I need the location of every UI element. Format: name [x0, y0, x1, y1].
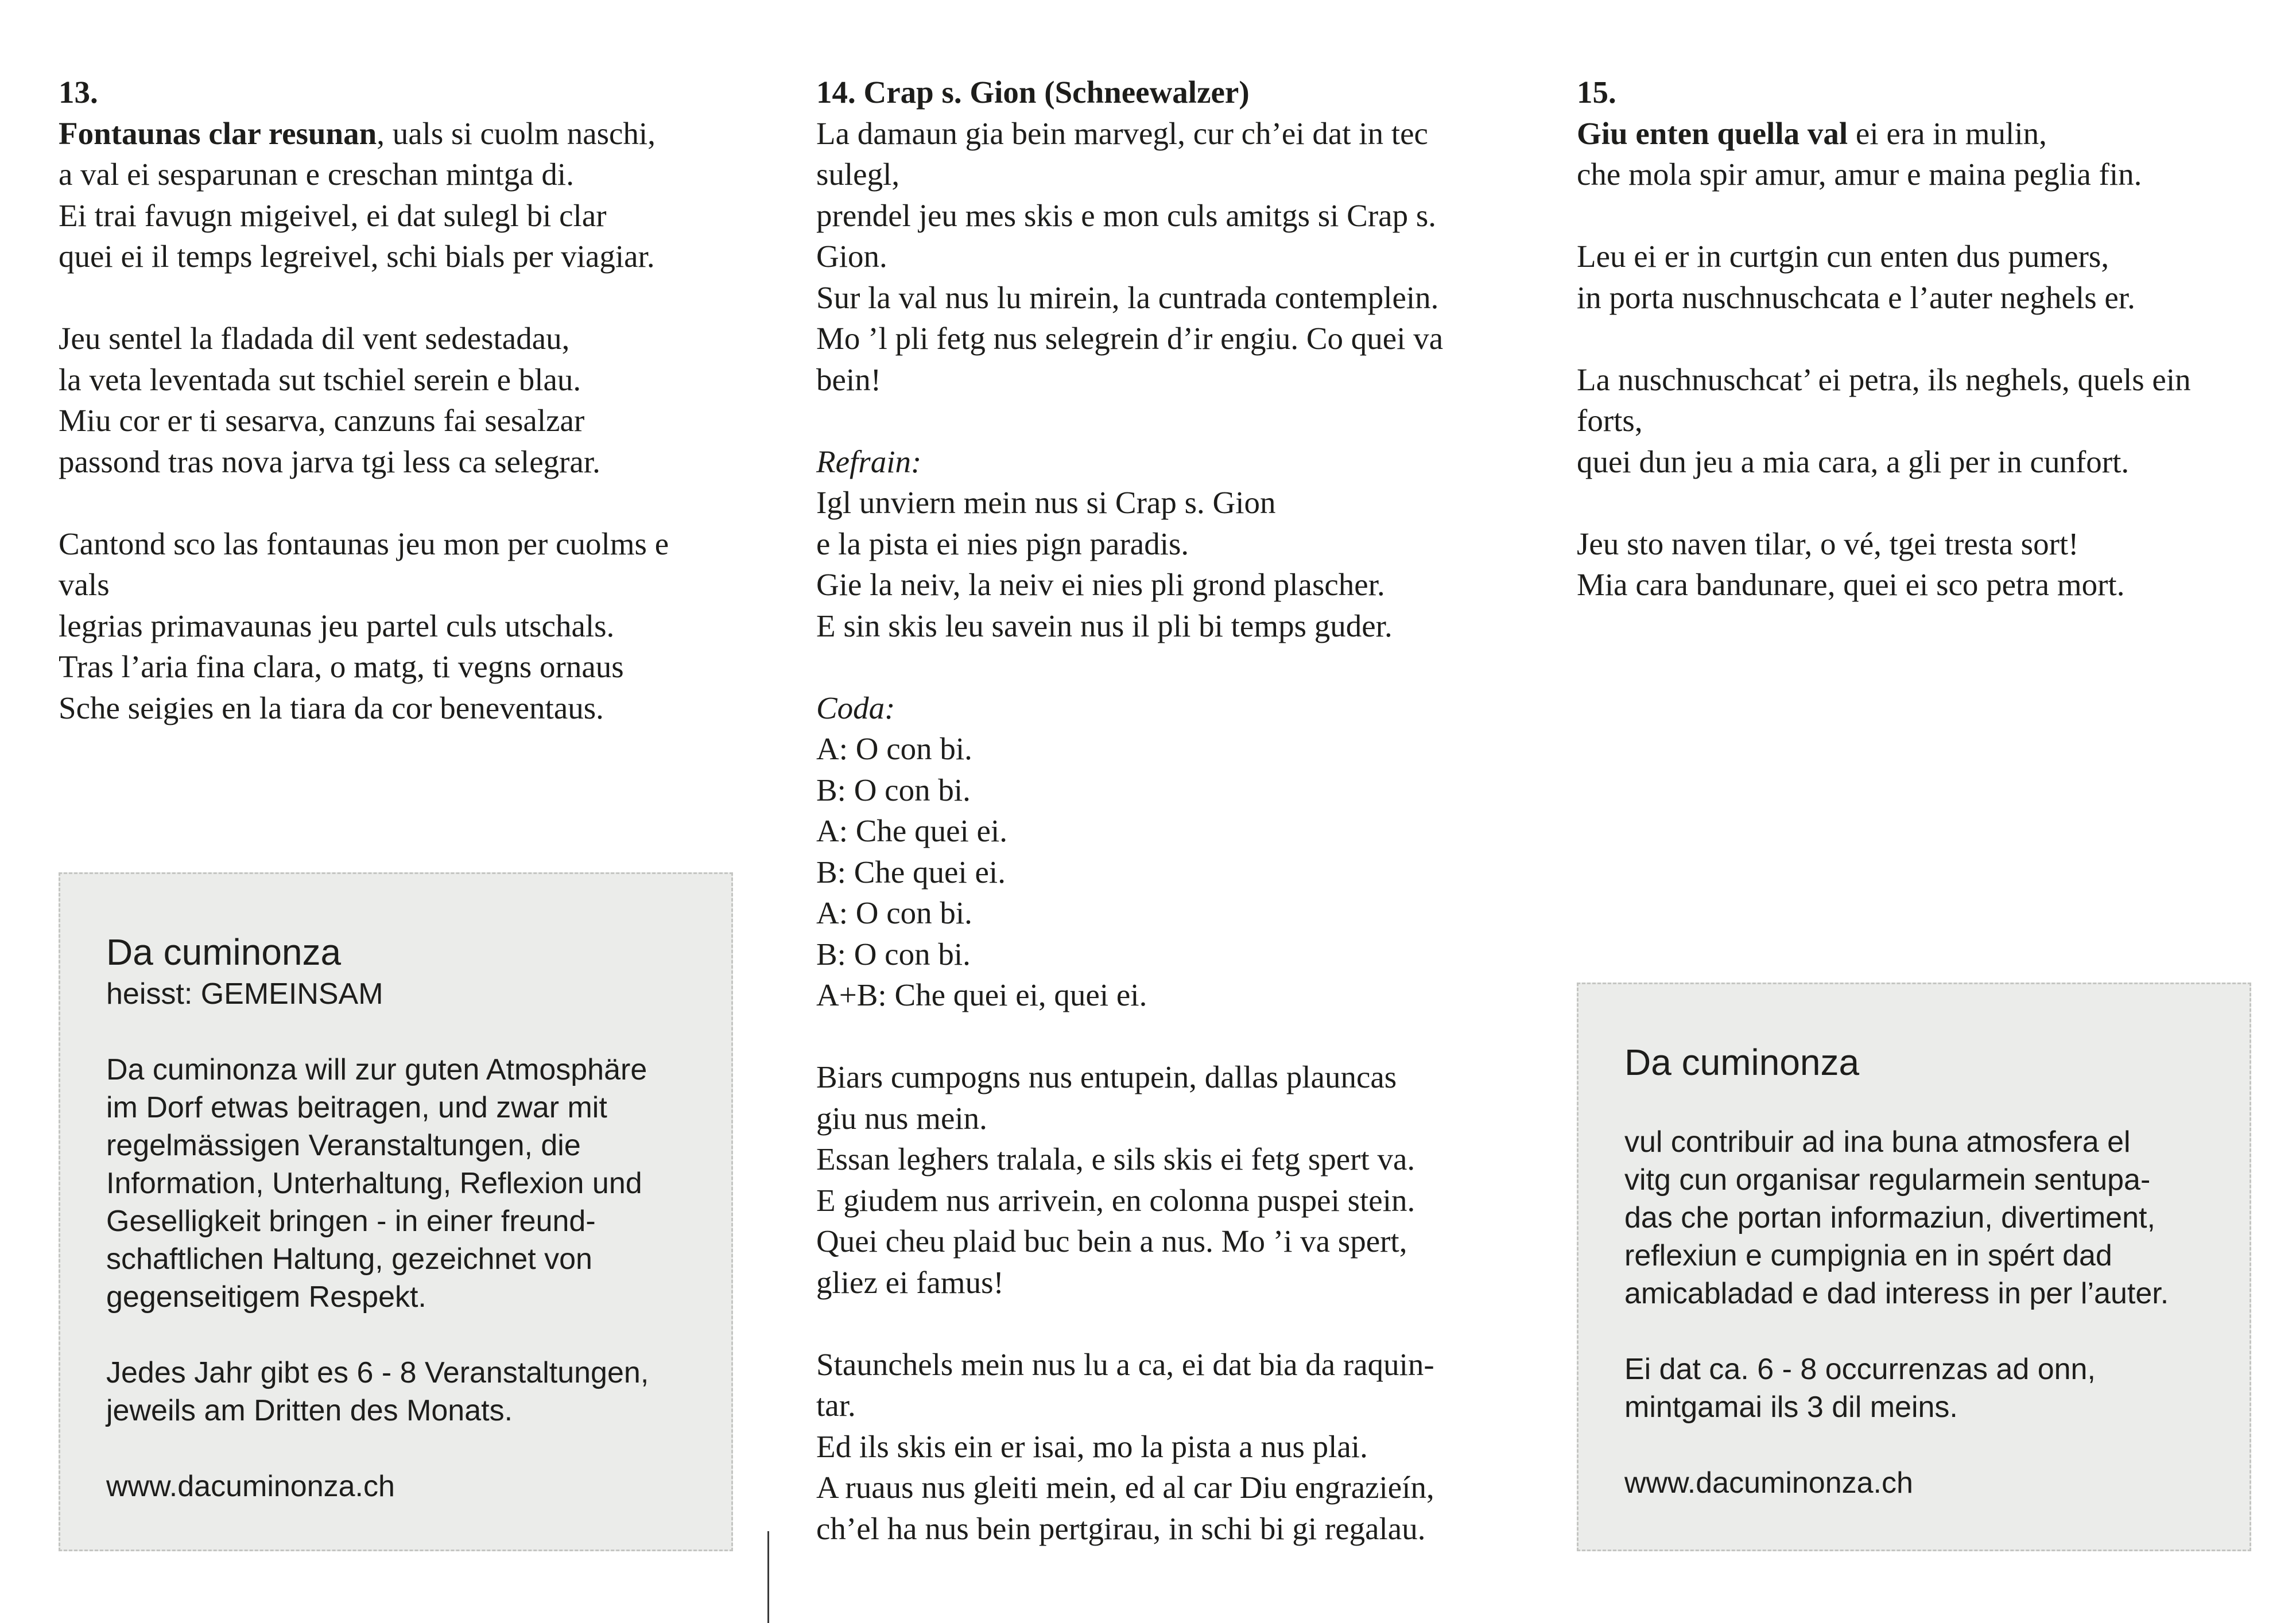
text-line: Jeu sto naven tilar, o vé, tgei tresta sort! — [1577, 526, 2079, 561]
text-line: mintgamai ils 3 dil meins. — [1624, 1391, 1958, 1424]
text-line: quei ei il temps legreivel, schi bials per viagiar. — [59, 239, 655, 274]
text-line: che mola spir amur, amur e maina peglia fin. — [1577, 157, 2142, 192]
text-line: B: Che quei ei. — [816, 854, 1006, 890]
box-paragraph — [106, 1354, 731, 1430]
song-title: Giu enten quella val — [1577, 115, 1848, 151]
verse — [816, 1057, 1517, 1303]
text-line: Gion. — [816, 239, 887, 274]
coda-label: Coda: — [816, 690, 895, 725]
text-line: Essan leghers tralala, e sils skis ei fetg spert va. — [816, 1141, 1415, 1177]
text-line: Cantond sco las fontaunas jeu mon per cuolms e — [59, 526, 669, 561]
text-line: Gie la neiv, la neiv ei nies pli grond plascher. — [816, 567, 1385, 602]
box-paragraph — [106, 1051, 731, 1316]
text-line: Igl unviern mein nus si Crap s. Gion — [816, 485, 1276, 520]
text-line: regelmässigen Veranstaltungen, die — [106, 1129, 581, 1162]
song-title-rest: ei era in mulin, — [1848, 115, 2047, 151]
text-line: Quei cheu plaid buc bein a nus. Mo ’i va spert, — [816, 1224, 1407, 1259]
box-title: Da cuminonza — [1624, 1042, 1860, 1083]
text-line: Miu cor er ti sesarva, canzuns fai sesalzar — [59, 403, 585, 438]
text-line: vitg cun organisar regularmein sentupa- — [1624, 1163, 2151, 1197]
text-line: ch’el ha nus bein pertgirau, in schi bi gi regalau. — [816, 1511, 1426, 1546]
text-line: a val ei sesparunan e creschan mintga di. — [59, 157, 574, 192]
song-15 — [1577, 72, 2277, 605]
text-line: La nuschnuschcat’ ei petra, ils neghels, quels ein — [1577, 362, 2191, 397]
box-paragraph — [1624, 1350, 2250, 1426]
stanza-gap — [1577, 482, 2277, 523]
text-line: A ruaus nus gleiti mein, ed al car Diu engrazieín, — [816, 1470, 1434, 1505]
text-line: das che portan informaziun, divertiment, — [1624, 1201, 2155, 1234]
coda — [816, 728, 1517, 1016]
text-line: gegenseitigem Respekt. — [106, 1280, 426, 1314]
box-subtitle: heisst: GEMEINSAM — [106, 977, 383, 1011]
text-line: prendel jeu mes skis e mon culs amitgs si Crap s. — [816, 197, 1436, 233]
text-line: A+B: Che quei ei, quei ei. — [816, 977, 1147, 1012]
song-title: 14. Crap s. Gion (Schneewalzer) — [816, 75, 1250, 110]
text-line: Ei dat ca. 6 - 8 occurrenzas ad onn, — [1624, 1353, 2096, 1386]
text-line: Ed ils skis ein er isai, mo la pista a nus plai. — [816, 1428, 1368, 1464]
text-line: tar. — [816, 1388, 856, 1423]
text-line: Leu ei er in curtgin cun enten dus pumers, — [1577, 239, 2109, 274]
song-first-line — [1577, 113, 2277, 154]
stanza-gap — [1577, 318, 2277, 359]
text-line: gliez ei famus! — [816, 1264, 1004, 1300]
song-number: 13. — [59, 75, 98, 110]
text-line: bein! — [816, 362, 882, 397]
text-line: Sur la val nus lu mirein, la cuntrada contemplein. — [816, 279, 1439, 315]
fold-line — [767, 1531, 769, 1623]
text-line: Da cuminonza will zur guten Atmosphäre — [106, 1053, 647, 1086]
text-line: sulegl, — [816, 157, 900, 192]
box-title: Da cuminonza — [106, 931, 342, 973]
box-paragraph — [1624, 1123, 2250, 1313]
text-line: legrias primavaunas jeu partel culs utschals. — [59, 608, 615, 643]
text-line: La damaun gia bein marvegl, cur ch’ei dat in tec — [816, 115, 1428, 151]
verse — [816, 113, 1517, 401]
song-title: Fontaunas clar resunan — [59, 115, 377, 151]
text-line: B: O con bi. — [816, 936, 971, 972]
text-line: Ei trai favugn migeivel, ei dat sulegl bi clar — [59, 197, 607, 233]
text-line: la veta leventada sut tschiel serein e blau. — [59, 362, 581, 397]
info-box-romansh — [1577, 983, 2251, 1551]
text-line: Sche seigies en la tiara da cor beneventaus. — [59, 690, 604, 725]
text-line: Biars cumpogns nus entupein, dallas plauncas — [816, 1059, 1397, 1094]
text-line: passond tras nova jarva tgi less ca selegrar. — [59, 444, 600, 479]
song-title-rest: , uals si cuolm naschi, — [377, 115, 656, 151]
text-line: amicabladad e dad interess in per l’auter. — [1624, 1277, 2169, 1310]
stanza-gap — [59, 482, 759, 523]
text-line: quei dun jeu a mia cara, a gli per in cunfort. — [1577, 444, 2130, 479]
text-line: Information, Unterhaltung, Reflexion und — [106, 1167, 642, 1200]
song-lines — [59, 154, 759, 728]
text-line: E giudem nus arrivein, en colonna puspei stein. — [816, 1182, 1415, 1218]
refrain — [816, 482, 1517, 646]
text-line: vul contribuir ad ina buna atmosfera el — [1624, 1125, 2131, 1159]
song-14 — [816, 72, 1517, 1549]
text-line: e la pista ei nies pign paradis. — [816, 526, 1189, 561]
text-line: Staunchels mein nus lu a ca, ei dat bia da raquin- — [816, 1346, 1434, 1382]
stanza-gap — [59, 277, 759, 319]
stanza-gap — [1577, 195, 2277, 236]
song-lines — [1577, 154, 2277, 605]
verse — [816, 1344, 1517, 1550]
website-link[interactable]: www.dacuminonza.ch — [1624, 1466, 1913, 1500]
song-first-line — [59, 113, 759, 154]
text-line: A: Che quei ei. — [816, 813, 1007, 848]
text-line: Mia cara bandunare, quei ei sco petra mort. — [1577, 567, 2125, 602]
text-line: giu nus mein. — [816, 1100, 987, 1136]
song-13 — [59, 72, 759, 728]
text-line: Jedes Jahr gibt es 6 - 8 Veranstaltungen, — [106, 1356, 649, 1389]
text-line: jeweils am Dritten des Monats. — [106, 1394, 513, 1427]
website-link[interactable]: www.dacuminonza.ch — [106, 1470, 395, 1503]
text-line: E sin skis leu savein nus il pli bi temps guder. — [816, 608, 1393, 643]
text-line: Mo ’l pli fetg nus selegrein d’ir engiu. Co quei va — [816, 321, 1444, 356]
text-line: A: O con bi. — [816, 895, 972, 930]
text-line: forts, — [1577, 403, 1643, 438]
text-line: Tras l’aria fina clara, o matg, ti vegns ornaus — [59, 649, 624, 684]
song-number: 15. — [1577, 75, 1616, 110]
text-line: im Dorf etwas beitragen, und zwar mit — [106, 1091, 607, 1124]
text-line: in porta nuschnuschcata e l’auter neghels er. — [1577, 279, 2135, 315]
info-box-german — [59, 872, 733, 1551]
text-line: schaftlichen Haltung, gezeichnet von — [106, 1243, 592, 1276]
text-line: reflexiun e cumpignia en in spért dad — [1624, 1239, 2112, 1272]
refrain-label: Refrain: — [816, 444, 922, 479]
text-line: A: O con bi. — [816, 731, 972, 766]
text-line: Geselligkeit bringen - in einer freund- — [106, 1205, 596, 1238]
text-line: B: O con bi. — [816, 772, 971, 807]
text-line: Jeu sentel la fladada dil vent sedestadau, — [59, 321, 570, 356]
text-line: vals — [59, 567, 110, 602]
